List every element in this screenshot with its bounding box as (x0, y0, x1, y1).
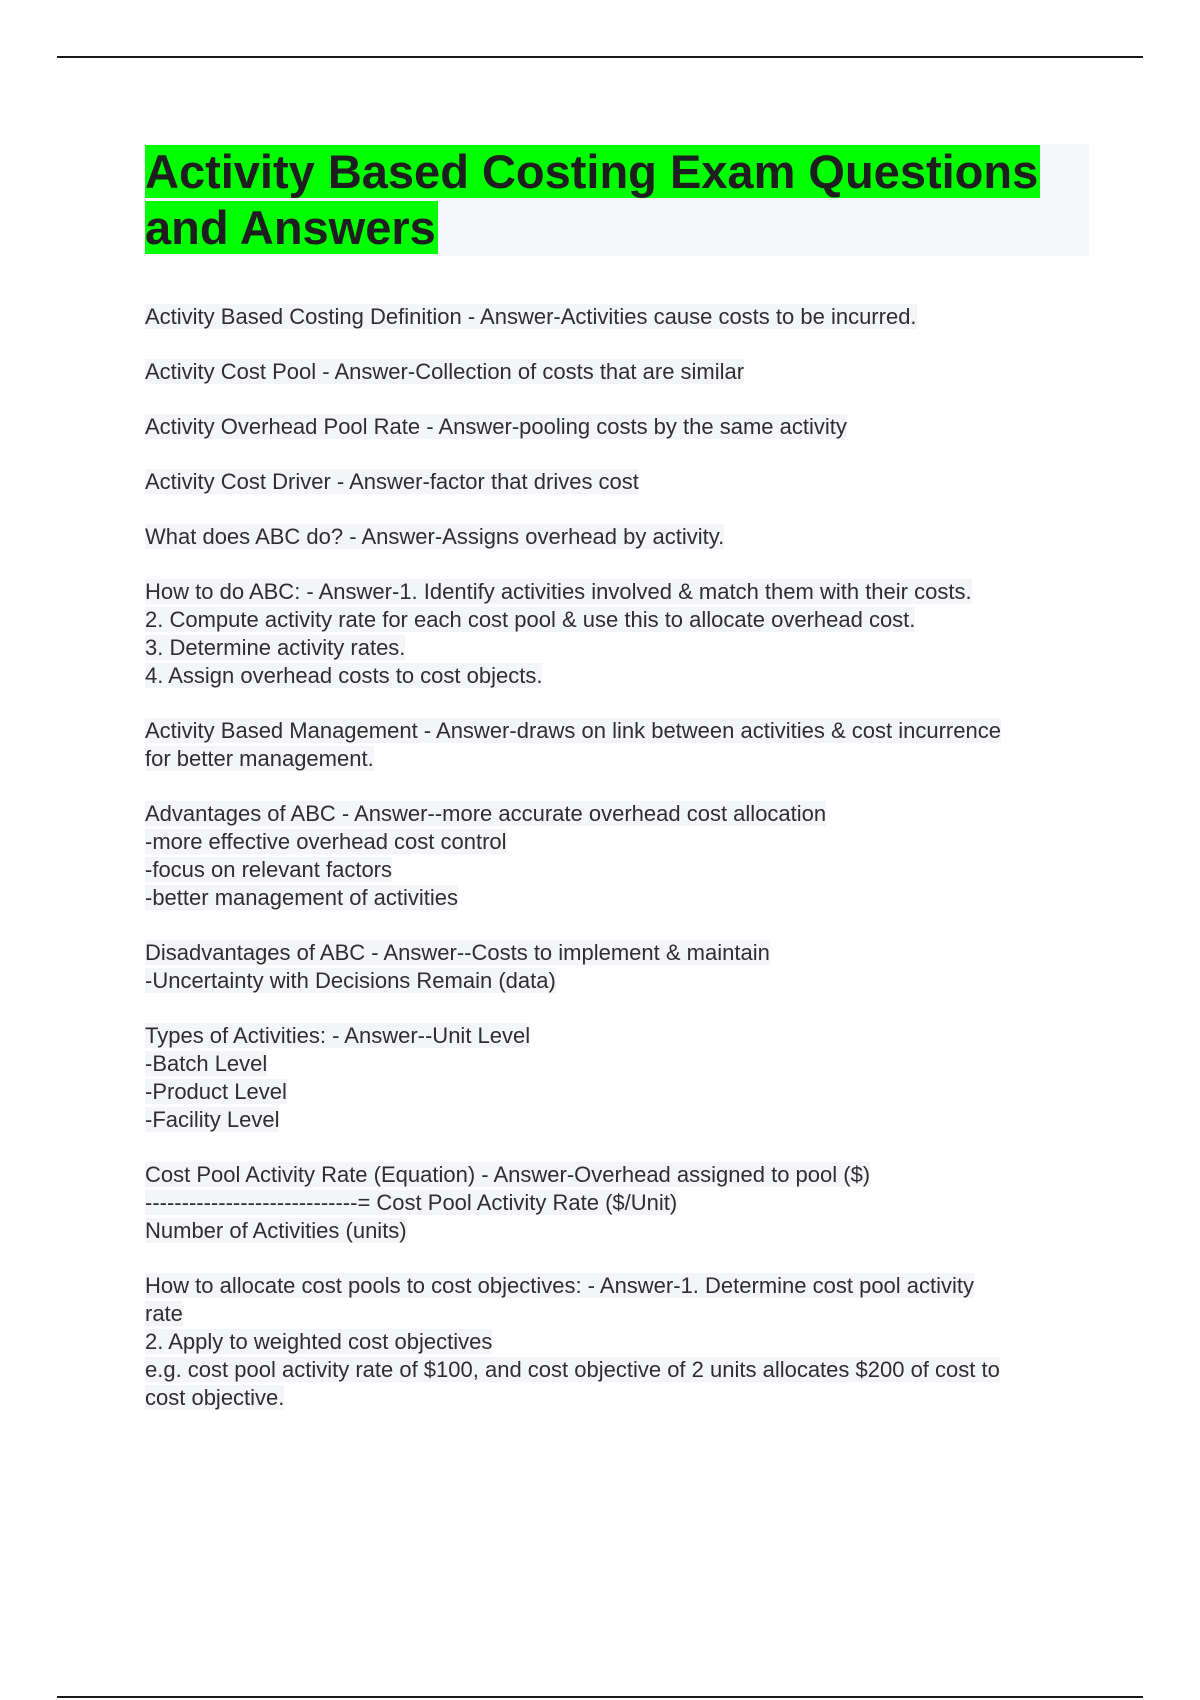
qa-line: 3. Determine activity rates. (145, 635, 406, 660)
qa-entry (145, 800, 1095, 912)
qa-entry (145, 939, 1095, 995)
qa-entry (145, 468, 1095, 496)
qa-list (145, 303, 1095, 1439)
qa-entry (145, 358, 1095, 386)
qa-line: -Batch Level (145, 1051, 268, 1076)
qa-line: Advantages of ABC - Answer--more accurate overhead cost allocation (145, 801, 827, 826)
title-line-2: and Answers (145, 201, 436, 254)
qa-line: Cost Pool Activity Rate (Equation) - Answer-Overhead assigned to pool ($) (145, 1162, 871, 1187)
qa-entry (145, 413, 1095, 441)
qa-line: e.g. cost pool activity rate of $100, and cost objective of 2 units allocates $200 of cost to (145, 1357, 1000, 1382)
title-line-1: Activity Based Costing Exam Questions (145, 145, 1039, 198)
qa-line: Activity Cost Driver - Answer-factor that drives cost (145, 469, 639, 494)
qa-entry (145, 717, 1095, 773)
qa-line: -more effective overhead cost control (145, 829, 507, 854)
qa-line: for better management. (145, 746, 374, 771)
qa-entry (145, 303, 1095, 331)
qa-line: What does ABC do? - Answer-Assigns overhead by activity. (145, 524, 725, 549)
qa-line: -better management of activities (145, 885, 459, 910)
qa-line: Activity Based Management - Answer-draws on link between activities & cost incurrence (145, 718, 1001, 743)
qa-line: 4. Assign overhead costs to cost objects. (145, 663, 543, 688)
qa-entry (145, 578, 1095, 690)
qa-line: rate (145, 1301, 183, 1326)
qa-line: cost objective. (145, 1385, 285, 1410)
qa-entry (145, 523, 1095, 551)
qa-line: Types of Activities: - Answer--Unit Level (145, 1023, 531, 1048)
page-title (145, 144, 1089, 256)
qa-line: -Facility Level (145, 1107, 280, 1132)
qa-line: 2. Apply to weighted cost objectives (145, 1329, 493, 1354)
qa-line: Activity Cost Pool - Answer-Collection of costs that are similar (145, 359, 745, 384)
qa-entry (145, 1161, 1095, 1245)
qa-line: Number of Activities (units) (145, 1218, 407, 1243)
qa-line: Activity Overhead Pool Rate - Answer-pooling costs by the same activity (145, 414, 847, 439)
top-rule (57, 56, 1143, 58)
qa-line: How to do ABC: - Answer-1. Identify activities involved & match them with their costs. (145, 579, 972, 604)
qa-line: -focus on relevant factors (145, 857, 393, 882)
qa-line: Disadvantages of ABC - Answer--Costs to implement & maintain (145, 940, 770, 965)
qa-line: How to allocate cost pools to cost objectives: - Answer-1. Determine cost pool activity (145, 1273, 975, 1298)
qa-line: -Uncertainty with Decisions Remain (data) (145, 968, 556, 993)
bottom-rule (57, 1696, 1143, 1698)
title-block (145, 144, 1089, 256)
qa-entry (145, 1022, 1095, 1134)
qa-line: -----------------------------= Cost Pool Activity Rate ($/Unit) (145, 1190, 678, 1215)
qa-entry (145, 1272, 1095, 1412)
qa-line: Activity Based Costing Definition - Answer-Activities cause costs to be incurred. (145, 304, 917, 329)
qa-line: -Product Level (145, 1079, 287, 1104)
qa-line: 2. Compute activity rate for each cost pool & use this to allocate overhead cost. (145, 607, 916, 632)
